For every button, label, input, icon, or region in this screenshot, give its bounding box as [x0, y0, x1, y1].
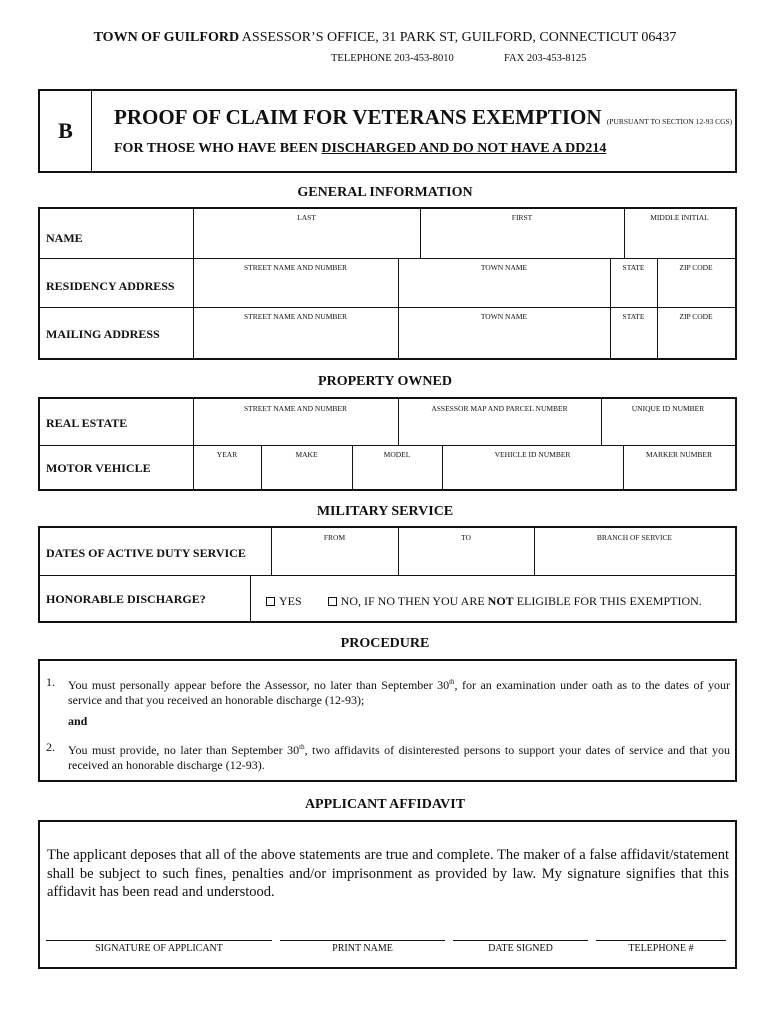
from-caption: FROM [323, 533, 346, 542]
real-estate-street-field[interactable] [195, 414, 396, 443]
fax-text: FAX 203-453-8125 [504, 53, 587, 64]
subtitle-prefix: FOR THOSE WHO HAVE BEEN [114, 141, 322, 156]
affidavit-heading: APPLICANT AFFIDAVIT [304, 797, 466, 812]
property-owned-heading: PROPERTY OWNED [318, 374, 452, 389]
unique-id-field[interactable] [603, 414, 733, 443]
marker-number-field[interactable] [625, 459, 733, 487]
subtitle-underlined: DISCHARGED AND DO NOT HAVE A DD214 [321, 141, 607, 156]
military-service-heading: MILITARY SERVICE [316, 504, 454, 519]
telephone-text: TELEPHONE 203-453-8010 [331, 53, 454, 64]
residency-street-field[interactable] [195, 273, 396, 305]
general-info-table [38, 207, 737, 360]
name-label: NAME [46, 231, 83, 245]
residency-state-caption: STATE [622, 263, 645, 272]
procedure-box: 1. You must personally appear before the Assessor, no later than September 30th, for an examination under oath as to the dates of your service and that you received an honorable discharge (12-93); and 2. You must provide, no later than September 30th, two affidavits of disinterested persons to support your dates of service and that you received an honorable discharge (12-93). [38, 659, 737, 782]
vehicle-id-field[interactable] [444, 459, 621, 487]
branch-field[interactable] [536, 543, 733, 573]
vehicle-year-caption: YEAR [216, 450, 238, 459]
residency-town-field[interactable] [400, 273, 608, 305]
vehicle-id-caption: VEHICLE ID NUMBER [494, 450, 571, 459]
residency-street-caption: STREET NAME AND NUMBER [244, 263, 347, 272]
form-letter: B [40, 91, 92, 171]
yes-option[interactable]: YES [266, 594, 302, 608]
mailing-zip-field[interactable] [659, 322, 733, 356]
date-signed-caption: DATE SIGNED [488, 943, 553, 954]
form-title-note: (PURSUANT TO SECTION 12-93 CGS) [606, 117, 733, 126]
residency-town-caption: TOWN NAME [480, 263, 528, 272]
motor-vehicle-label: MOTOR VEHICLE [46, 461, 151, 475]
print-name-line[interactable] [280, 940, 445, 941]
vehicle-make-caption: MAKE [295, 450, 318, 459]
middle-initial-field[interactable] [626, 223, 733, 256]
real-estate-label: REAL ESTATE [46, 416, 128, 430]
military-table [38, 526, 737, 623]
mailing-street-field[interactable] [195, 322, 396, 356]
office-header [0, 30, 770, 46]
office-address: ASSESSOR’S OFFICE, 31 PARK ST, GUILFORD, CONNECTICUT 06437 [241, 30, 677, 45]
mailing-state-caption: STATE [622, 312, 645, 321]
property-table [38, 397, 737, 491]
vehicle-model-field[interactable] [354, 459, 440, 487]
residency-state-field[interactable] [612, 273, 655, 305]
real-estate-street-caption: STREET NAME AND NUMBER [244, 404, 347, 413]
to-caption: TO [461, 533, 471, 542]
unique-id-caption: UNIQUE ID NUMBER [631, 404, 705, 413]
honorable-discharge-label: HONORABLE DISCHARGE? [46, 592, 206, 606]
telephone-line[interactable] [596, 940, 726, 941]
vehicle-model-caption: MODEL [383, 450, 411, 459]
branch-caption: BRANCH OF SERVICE [596, 533, 673, 542]
mailing-town-caption: TOWN NAME [480, 312, 528, 321]
last-name-caption: LAST [297, 213, 316, 222]
service-to-field[interactable] [400, 543, 532, 573]
form-title-text: PROOF OF CLAIM FOR VETERANS EXEMPTION [114, 105, 602, 129]
mailing-street-caption: STREET NAME AND NUMBER [244, 312, 347, 321]
no-checkbox[interactable] [328, 597, 337, 606]
date-signed-line[interactable] [453, 940, 588, 941]
form-title [114, 105, 732, 130]
vehicle-make-field[interactable] [263, 459, 350, 487]
last-name-field[interactable] [195, 223, 418, 256]
telephone-caption: TELEPHONE # [628, 943, 694, 954]
mailing-state-field[interactable] [612, 322, 655, 356]
mailing-town-field[interactable] [400, 322, 608, 356]
yes-checkbox[interactable] [266, 597, 275, 606]
procedure-and: and [68, 714, 88, 728]
vehicle-year-field[interactable] [195, 459, 259, 487]
first-name-caption: FIRST [511, 213, 533, 222]
signature-caption: SIGNATURE OF APPLICANT [95, 943, 223, 954]
procedure-heading: PROCEDURE [340, 636, 430, 651]
map-parcel-field[interactable] [400, 414, 599, 443]
print-name-caption: PRINT NAME [332, 943, 393, 954]
marker-number-caption: MARKER NUMBER [645, 450, 713, 459]
mailing-zip-caption: ZIP CODE [679, 312, 713, 321]
signature-line[interactable] [46, 940, 272, 941]
mailing-address-label: MAILING ADDRESS [46, 327, 160, 341]
residency-zip-caption: ZIP CODE [679, 263, 713, 272]
active-duty-label: DATES OF ACTIVE DUTY SERVICE [46, 546, 246, 560]
general-info-heading: GENERAL INFORMATION [297, 185, 473, 200]
residency-address-label: RESIDENCY ADDRESS [46, 279, 175, 293]
no-option[interactable]: NO, IF NO THEN YOU ARE NOT ELIGIBLE FOR THIS EXEMPTION. [328, 594, 702, 608]
map-parcel-caption: ASSESSOR MAP AND PARCEL NUMBER [431, 404, 568, 413]
residency-zip-field[interactable] [659, 273, 733, 305]
town-name: TOWN OF GUILFORD [93, 30, 240, 45]
service-from-field[interactable] [273, 543, 396, 573]
first-name-field[interactable] [422, 223, 622, 256]
form-subtitle [114, 141, 606, 157]
middle-initial-caption: MIDDLE INITIAL [650, 213, 709, 222]
affidavit-statement: The applicant deposes that all of the above statements are true and complete. The maker of a false affidavit/statement shall be subject to such fines, penalties and/or imprisonment as provided by law. My signature signifies that this affidavit has been read and understood. [47, 847, 729, 900]
title-box [38, 89, 737, 173]
honorable-options [266, 594, 702, 609]
